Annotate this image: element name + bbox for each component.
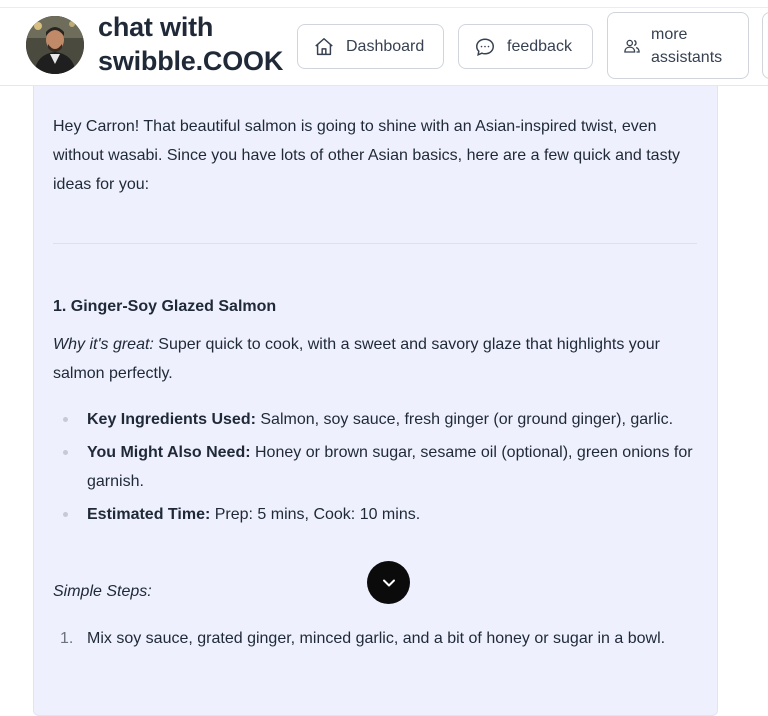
detail-label: Key Ingredients Used: (87, 411, 256, 428)
overflow-header-button[interactable] (762, 12, 768, 79)
list-item (53, 438, 693, 496)
steps-heading: Simple Steps: (53, 583, 152, 600)
step-text: Mix soy sauce, grated ginger, minced garlic, and a bit of honey or sugar in a bowl. (87, 630, 666, 647)
feedback-label: feedback (507, 37, 572, 55)
page-title (98, 10, 298, 78)
detail-text: Salmon, soy sauce, fresh ginger (or ground ginger), garlic. (255, 411, 674, 428)
recipe-title: 1. Ginger-Soy Glazed Salmon (53, 298, 277, 315)
message-divider (53, 243, 697, 244)
dashboard-button[interactable] (297, 24, 444, 69)
bullet-icon (63, 417, 68, 422)
intro-text: Hey Carron! That beautiful salmon is going to shine with an Asian-inspired twist, even without wasabi. Since you have lots of other Asian basics, here are a few quick and tasty ideas for you: (53, 118, 681, 193)
why-text: Super quick to cook, with a sweet and savory glaze that highlights your salmon perfectly. (53, 336, 660, 382)
detail-label: Estimated Time: (87, 506, 211, 523)
more-assistants-label-line2: assistants (651, 48, 723, 66)
detail-label: You Might Also Need: (87, 444, 251, 461)
chevron-down-icon (379, 573, 399, 593)
more-assistants-label-line1: more (651, 25, 688, 43)
why-label: Why it's great: (53, 336, 154, 353)
step-number: 1. (60, 630, 74, 647)
assistant-avatar (26, 16, 84, 74)
recipe-steps-list (53, 624, 693, 653)
page-title-line1: chat with (98, 12, 214, 42)
list-item (53, 405, 693, 434)
recipe-why (53, 330, 698, 388)
app-header (0, 0, 768, 86)
bullet-icon (63, 512, 68, 517)
scroll-to-bottom-button[interactable] (367, 561, 410, 604)
detail-text: Honey or brown sugar, sesame oil (optional), green onions for garnish. (87, 444, 693, 490)
detail-text: Prep: 5 mins, Cook: 10 mins. (210, 506, 421, 523)
feedback-button[interactable] (458, 24, 593, 69)
users-icon (623, 37, 641, 55)
page-title-line2: swibble.COOK (98, 46, 284, 76)
top-divider (0, 0, 768, 8)
home-icon (313, 36, 335, 58)
more-assistants-button[interactable] (607, 12, 749, 79)
chat-bubble-icon (474, 36, 496, 58)
dashboard-label: Dashboard (346, 37, 425, 55)
list-item (53, 624, 693, 653)
chef-portrait-image (26, 16, 84, 74)
more-assistants-label (651, 23, 741, 69)
recipe-details-list (53, 405, 693, 533)
message-intro (53, 112, 703, 199)
bullet-icon (63, 450, 68, 455)
list-item (53, 500, 693, 529)
